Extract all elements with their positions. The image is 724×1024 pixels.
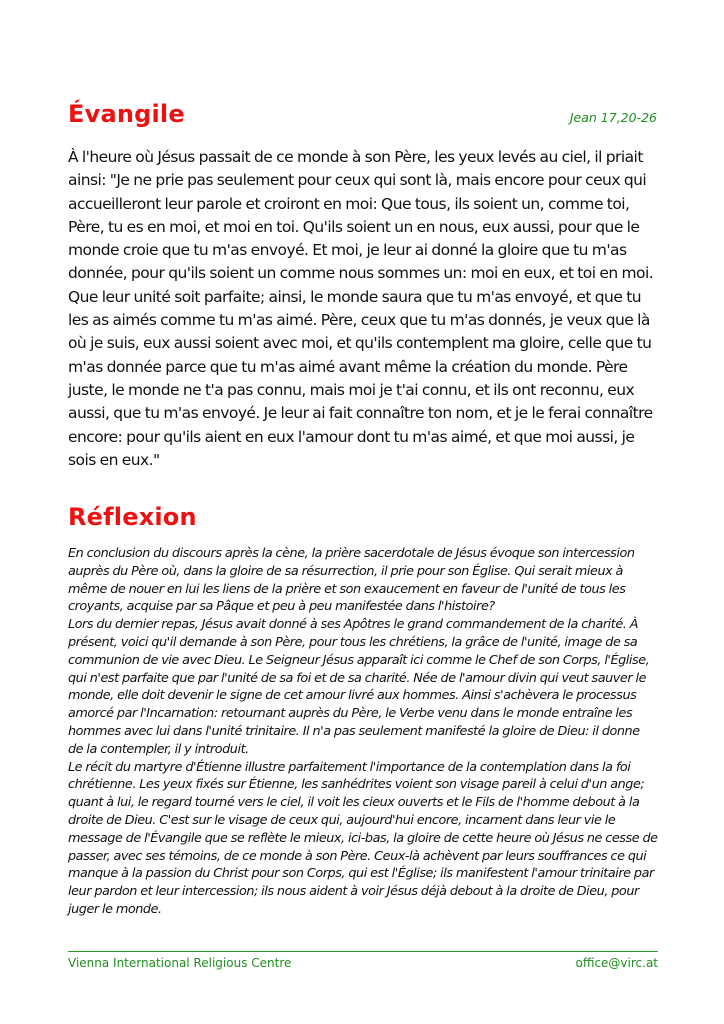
footer-divider [68,951,658,952]
reflection-paragraph: Le récit du martyre d'Étienne illustre parfaitement l'importance de la contemplation dans la foi chrétienne. Les yeux fixés sur Étienne, les sanhédrites voient son visage pareil à celui d'un ange; quant à lui, le regard tourné vers le ciel, il voit les cieux ouverts et le Fils de l'homme debout à la droite de Dieu. C'est sur le visage de ceux qui, aujourd'hui encore, incarnent dans leur vie le message de l'Évangile que se reflète le mieux, ici-bas, la gloire de cette heure où Jésus ne cesse de passer, avec ses témoins, de ce monde à son Père. Ceux-là achèvent par leurs souffrances ce qui manque à la passion du Christ pour son Corps, qui est l'Église; ils manifestent l'amour trinitaire par leur pardon et leur intercession; ils nous aident à voir Jésus déjà debout à la droite de Dieu, pour juger le monde. [68,759,658,917]
document-page [68,0,658,1024]
reflection-paragraph: En conclusion du discours après la cène, la prière sacerdotale de Jésus évoque son intercession auprès du Père où, dans la gloire de sa résurrection, il prie pour son Église. Qui serait mieux à même de nouer en lui les liens de la prière et son exaucement en faveur de l'unité de tous les croyants, acquise par sa Pâque et peu à peu manifestée dans l'histoire? [68,546,635,615]
gospel-title: Évangile [68,100,185,128]
gospel-heading-row [68,100,658,128]
reflection-heading-row [68,503,658,531]
footer-organization: Vienna International Religious Centre [68,956,292,970]
gospel-text: À l'heure où Jésus passait de ce monde à son Père, les yeux levés au ciel, il priait ainsi: "Je ne prie pas seulement pour ceux qui sont là, mais encore pour ceux qui accueilleront leur parole et croiront en moi: Que tous, ils soient un, comme toi, Père, tu es en moi, et moi en toi. Qu'ils soient un en nous, eux aussi, pour que le monde croie que tu m'as envoyé. Et moi, je leur ai donné la gloire que tu m'as donnée, pour qu'ils soient un comme nous sommes un: moi en eux, et toi en moi. Que leur unité soit parfaite; ainsi, le monde saura que tu m'as envoyé, et que tu les as aimés comme tu m'as aimé. Père, ceux que tu m'as donnés, je veux que là où je suis, eux aussi soient avec moi, et qu'ils contemplent ma gloire, celle que tu m'as donnée parce que tu m'as aimé avant même la création du monde. Père juste, le monde ne t'a pas connu, mais moi je t'ai connu, et ils ont reconnu, eux aussi, que tu m'as envoyé. Je leur ai fait connaître ton nom, et je le ferai connaître encore: pour qu'ils aient en eux l'amour dont tu m'as aimé, et que moi aussi, je sois en eux." [68,148,654,469]
scripture-reference: Jean 17,20-26 [569,110,657,125]
footer [68,956,658,970]
reflection-text [68,545,658,919]
footer-email[interactable]: office@virc.at [575,956,658,970]
reflection-paragraph: Lors du dernier repas, Jésus avait donné à ses Apôtres le grand commandement de la charité. À présent, voici qu'il demande à son Père, pour tous les chrétiens, la grâce de l'unité, image de sa communion de vie avec Dieu. Le Seigneur Jésus apparaît ici comme le Chef de son Corps, l'Église, qui n'est parfaite que par l'unité de sa foi et de sa charité. Née de l'amour divin qui veut sauver le monde, elle doit devenir le signe de cet amour livré aux hommes. Ainsi s'achèvera le processus amorcé par l'Incarnation: retournant auprès du Père, le Verbe venu dans le monde entraîne les hommes avec lui dans l'unité trinitaire. Il n'a pas seulement manifesté la gloire de Dieu: il donne de la contempler, il y introduit. [68,617,650,757]
reflection-title: Réflexion [68,503,197,531]
